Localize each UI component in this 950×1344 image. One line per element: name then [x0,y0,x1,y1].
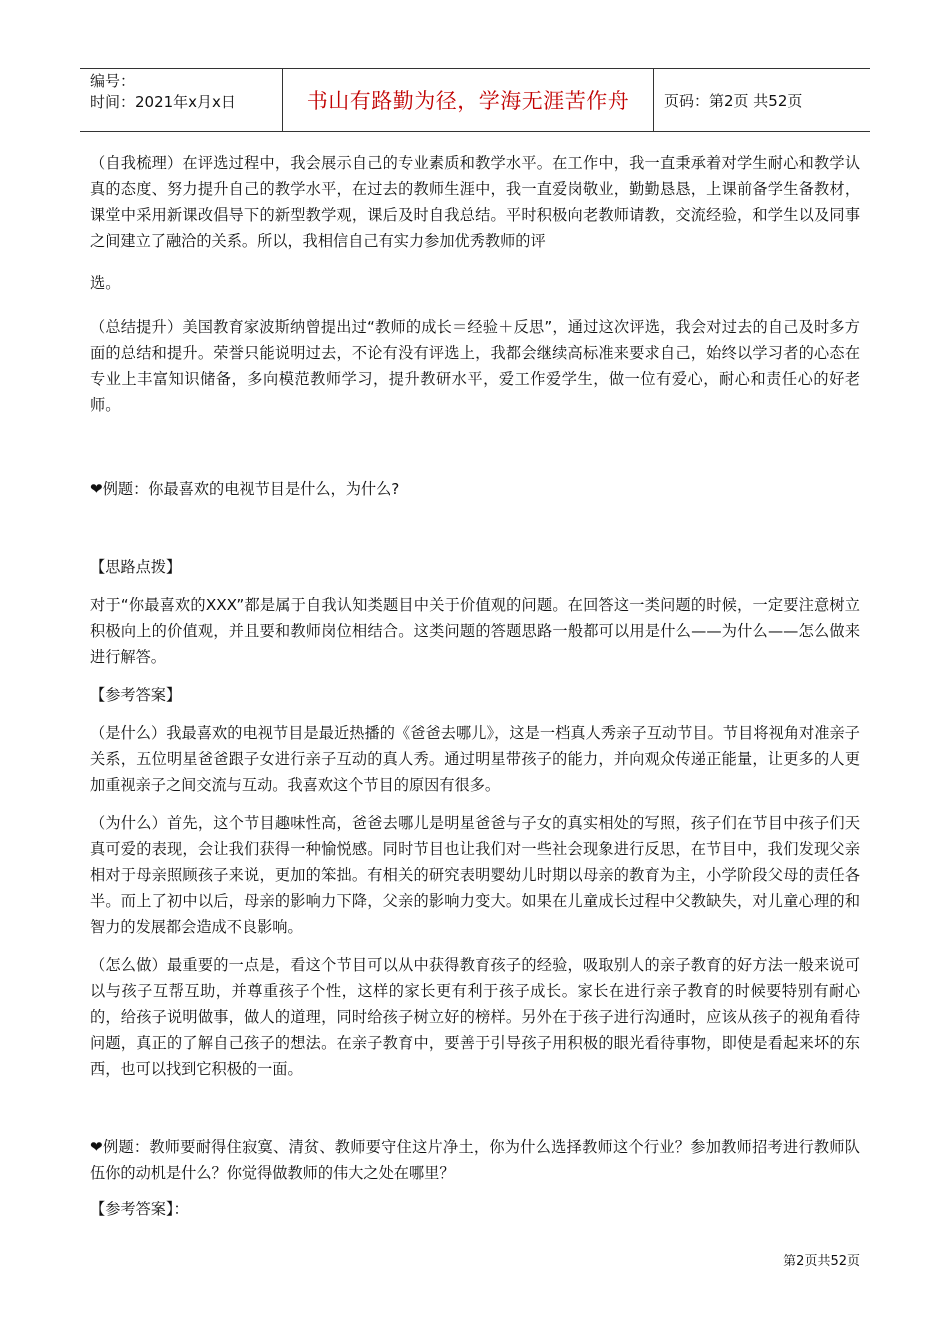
paragraph: 选。 [90,274,121,292]
paragraph: （为什么）首先，这个节目趣味性高，爸爸去哪儿是明星爸爸与子女的真实相处的写照，孩子们在节目中孩子们天真可爱的表现，会让我们获得一种愉悦感。同时节目也让我们对一些社会现象进行反思，在节目中，我们发现父亲相对于母亲照顾孩子来说，更加的笨拙。有相关的研究表明婴幼儿时期以母亲的教育为主，小学阶段父母的责任各半。而上了初中以后，母亲的影响力下降，父亲的影响力变大。如果在儿童成长过程中父教缺失，对儿童心理的和智力的发展都会造成不良影响。 [90,814,860,936]
paragraph: 对于“你最喜欢的XXX”都是属于自我认知类题目中关于价值观的问题。在回答这一类问题的时候，一定要注意树立积极向上的价值观，并且要和教师岗位相结合。这类问题的答题思路一般都可以用是什么——为什么——怎么做来进行解答。 [90,596,860,666]
section-heading: 【参考答案】： [90,1200,189,1218]
example-question: ❤例题：教师要耐得住寂寞、清贫、教师要守住这片净土，你为什么选择教师这个行业？参加教师招考进行教师队伍你的动机是什么？你觉得做教师的伟大之处在哪里？ [90,1138,860,1182]
section-heading: 【参考答案】 [90,686,182,704]
header-page-label: 页码：第2页 共52页 [664,91,803,110]
section-heading: 【思路点拨】 [90,558,182,576]
page-header [80,68,870,132]
paragraph: （是什么）我最喜欢的电视节目是最近热播的《爸爸去哪儿》，这是一档真人秀亲子互动节目。节目将视角对准亲子关系，五位明星爸爸跟子女进行亲子互动的真人秀。通过明星带孩子的能力，并向观众传递正能量，让更多的人更加重视亲子之间交流与互动。我喜欢这个节目的原因有很多。 [90,724,860,794]
paragraph: （自我梳理）在评选过程中，我会展示自己的专业素质和教学水平。在工作中，我一直秉承着对学生耐心和教学认真的态度、努力提升自己的教学水平，在过去的教师生涯中，我一直爱岗敬业，勤勤恳恳，上课前备学生备教材，课堂中采用新课改倡导下的新型教学观，课后及时自我总结。平时积极向老教师请教，交流经验，和学生以及同事之间建立了融洽的关系。所以，我相信自己有实力参加优秀教师的评 [90,154,860,250]
header-meta [80,69,282,131]
date-label: 时间：2021年x月x日 [90,93,236,111]
paragraph: （怎么做）最重要的一点是，看这个节目可以从中获得教育孩子的经验，吸取别人的亲子教育的好方法一般来说可以与孩子互帮互助，并尊重孩子个性，这样的家长更有利于孩子成长。家长在进行亲子教育的时候要特别有耐心的，给孩子说明做事，做人的道理，同时给孩子树立好的榜样。另外在于孩子进行沟通时，应该从孩子的视角看待问题，真正的了解自己孩子的想法。在亲子教育中，要善于引导孩子用积极的眼光看待事物，即使是看起来坏的东西，也可以找到它积极的一面。 [90,956,860,1078]
page-footer: 第2页共52页 [783,1254,860,1269]
number-label: 编号： [90,72,136,90]
document-body [90,150,860,1222]
paragraph: （总结提升）美国教育家波斯纳曾提出过“教师的成长＝经验＋反思”，通过这次评选，我会对过去的自己及时多方面的总结和提升。荣誉只能说明过去，不论有没有评选上，我都会继续高标准来要求自己，始终以学习者的心态在专业上丰富知识储备，多向模范教师学习，提升教研水平，爱工作爱学生，做一位有爱心，耐心和责任心的好老师。 [90,318,860,414]
header-motto: 书山有路勤为径，学海无涯苦作舟 [282,69,654,131]
example-question: ❤例题：你最喜欢的电视节目是什么，为什么? [90,480,400,498]
